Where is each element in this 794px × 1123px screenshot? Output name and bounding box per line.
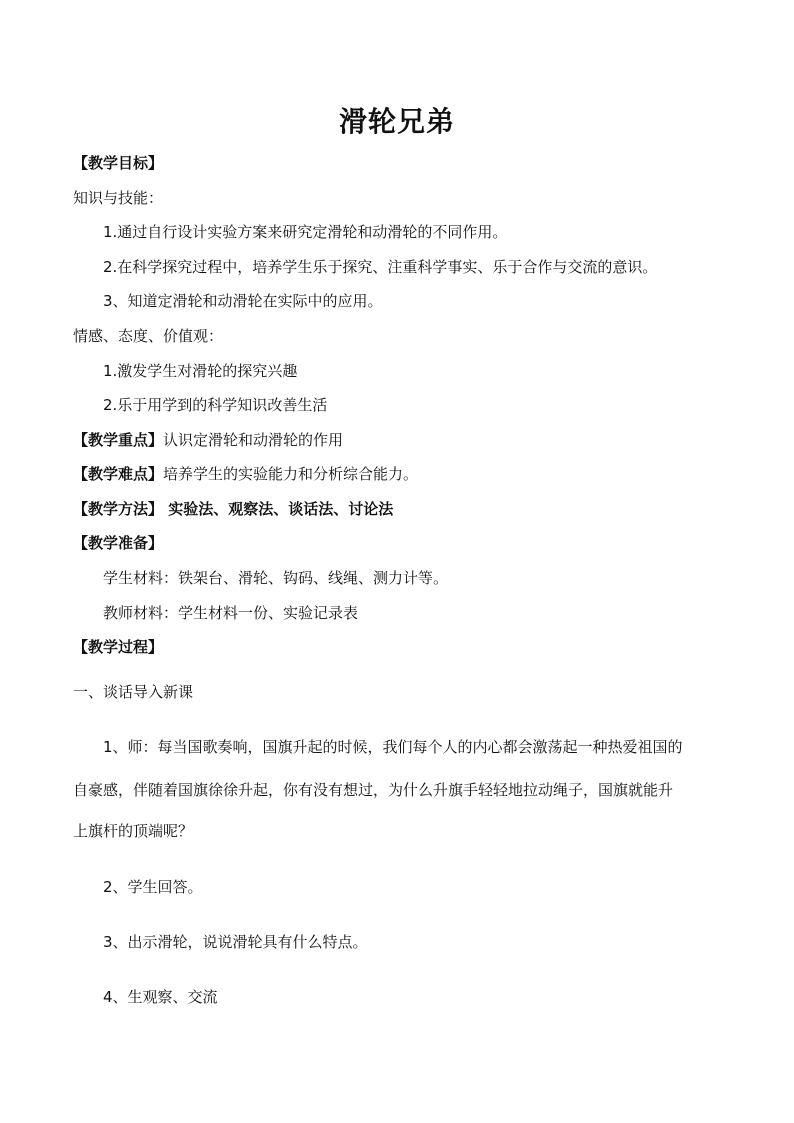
paragraph-line: 1、师：每当国歌奏响，国旗升起的时候，我们每个人的内心都会激荡起一种热爱祖国的: [103, 738, 683, 756]
knowledge-item: 1.通过自行设计实验方案来研究定滑轮和动滑轮的不同作用。: [103, 223, 508, 241]
preparation-heading: 【教学准备】: [73, 534, 164, 552]
objectives-heading: 【教学目标】: [73, 154, 164, 172]
paragraph-line: 上旗杆的顶端呢？: [73, 822, 194, 840]
emotion-item: 2.乐于用学到的科学知识改善生活: [103, 396, 328, 414]
knowledge-item: 2.在科学探究过程中，培养学生乐于探究、注重科学事实、乐于合作与交流的意识。: [103, 258, 658, 276]
key-point-row: [73, 429, 343, 451]
method-text: 实验法、观察法、谈话法、讨论法: [168, 500, 394, 518]
difficulty-label: 【教学难点】: [73, 465, 164, 483]
process-heading: 【教学过程】: [73, 638, 164, 656]
key-point-label: 【教学重点】: [73, 431, 164, 449]
paragraph-line: 自豪感，伴随着国旗徐徐升起，你有没有想过，为什么升旗手轻轻地拉动绳子，国旗就能升: [73, 781, 674, 799]
paragraph: 3、出示滑轮，说说滑轮具有什么特点。: [103, 933, 368, 951]
knowledge-heading: 知识与技能：: [73, 189, 164, 207]
paragraph: 4、生观察、交流: [103, 988, 218, 1006]
knowledge-item: 3、知道定滑轮和动滑轮在实际中的应用。: [103, 292, 383, 310]
method-row: [73, 498, 393, 520]
emotion-heading: 情感、态度、价值观：: [73, 327, 224, 345]
difficulty-text: 培养学生的实验能力和分析综合能力。: [163, 465, 419, 483]
section-heading: 一、谈话导入新课: [73, 683, 194, 701]
method-label: 【教学方法】: [73, 500, 164, 518]
emotion-item: 1.激发学生对滑轮的探究兴趣: [103, 362, 298, 380]
teacher-materials: 教师材料：学生材料一份、实验记录表: [103, 604, 359, 622]
paragraph: 2、学生回答。: [103, 878, 203, 896]
difficulty-row: [73, 463, 418, 485]
key-point-text: 认识定滑轮和动滑轮的作用: [163, 431, 344, 449]
student-materials: 学生材料：铁架台、滑轮、钩码、线绳、测力计等。: [103, 569, 449, 587]
page-title: 滑轮兄弟: [338, 105, 455, 138]
